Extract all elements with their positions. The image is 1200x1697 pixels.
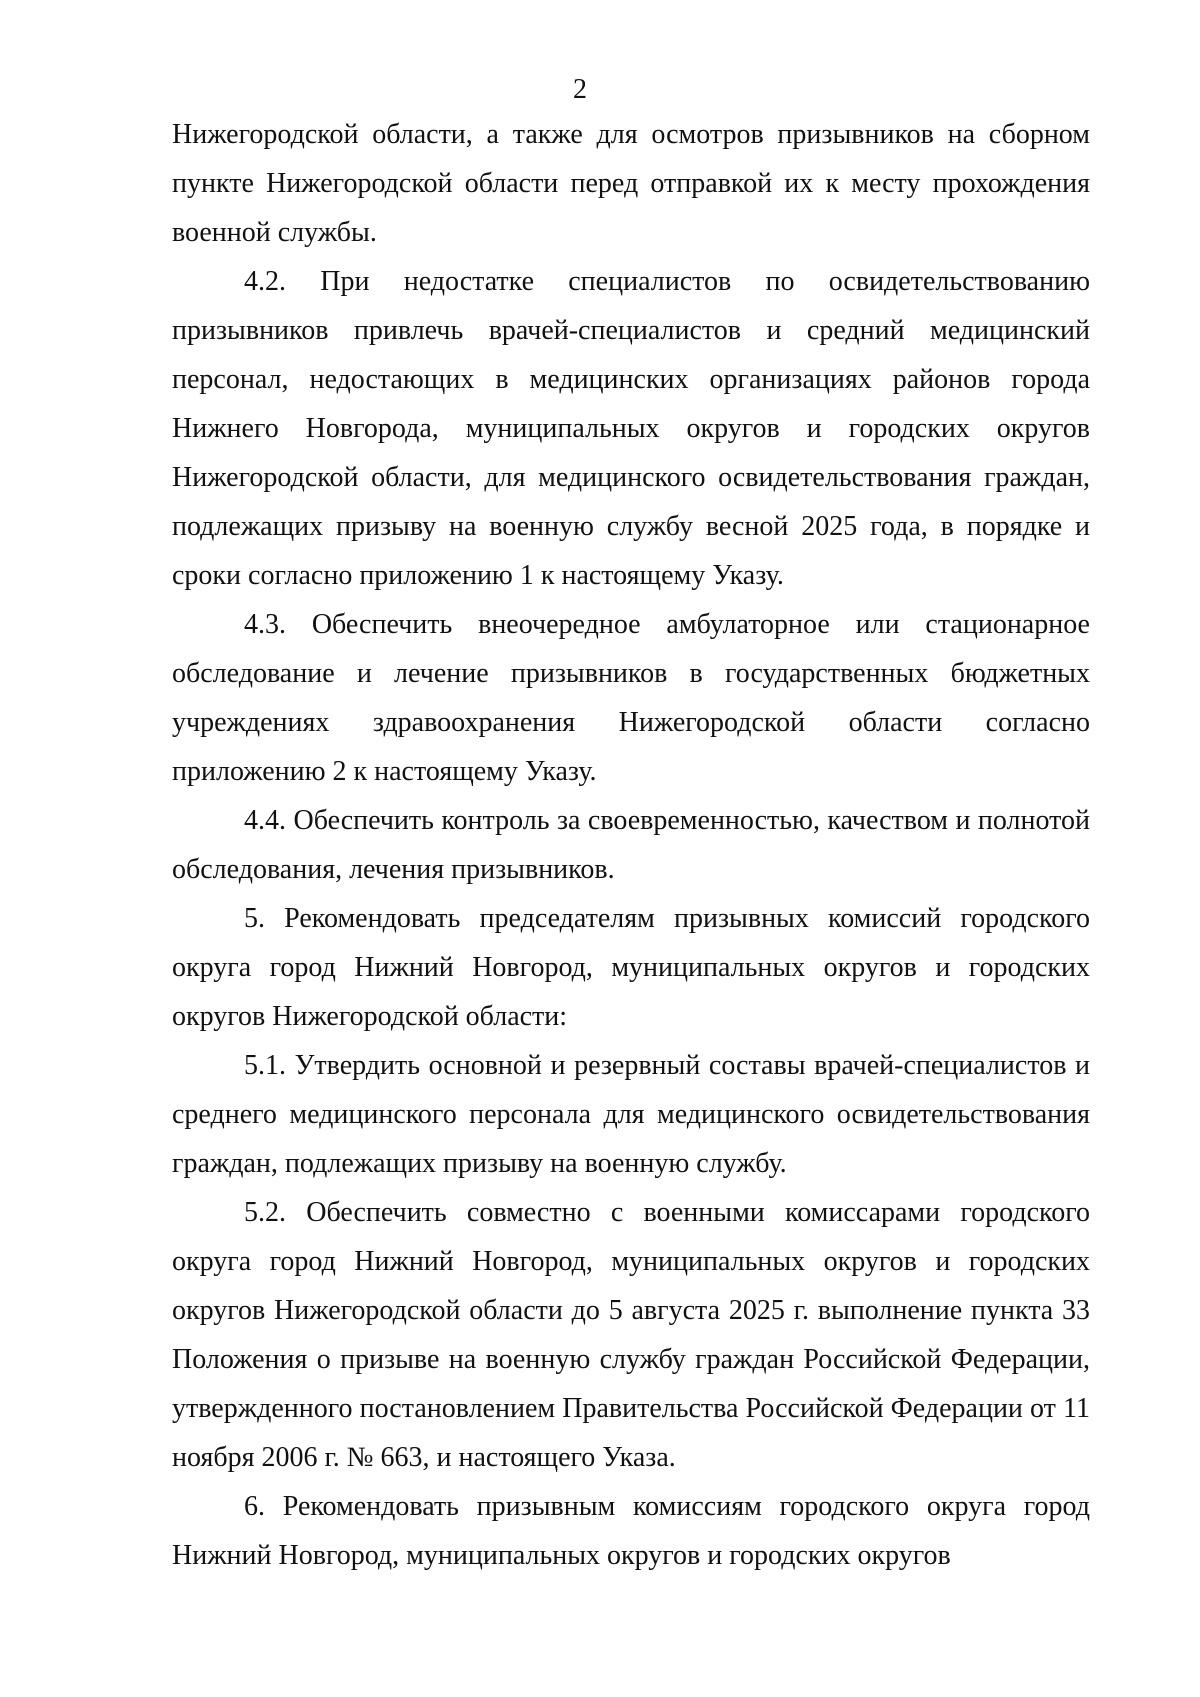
paragraph-5: 5. Рекомендовать председателям призывных комиссий городского округа город Нижний Новгород, муниципальных округов и городских округов Нижегородской области: bbox=[172, 903, 1090, 1032]
page-number: 2 bbox=[573, 74, 587, 105]
paragraph-6: 6. Рекомендовать призывным комиссиям городского округа город Нижний Новгород, муниципальных округов и городских округов bbox=[172, 1491, 1090, 1571]
paragraph-4-4: 4.4. Обеспечить контроль за своевременностью, качеством и полнотой обследования, лечения призывников. bbox=[172, 805, 1090, 885]
paragraph-4-2: 4.2. При недостатке специалистов по освидетельствованию призывников привлечь врачей-специалистов и средний медицинский персонал, недостающих в медицинских организациях районов города Нижнего Новгорода, муниципальных округов и городских округов Нижегородской области, для медицинского освидетельствования граждан, подлежащих призыву на военную службу весной 2025 года, в порядке и сроки согласно приложению 1 к настоящему Указу. bbox=[172, 266, 1090, 591]
document-body bbox=[172, 110, 1090, 1580]
paragraph-4-3: 4.3. Обеспечить внеочередное амбулаторное или стационарное обследование и лечение призывников в государственных бюджетных учреждениях здравоохранения Нижегородской области согласно приложению 2 к настоящему Указу. bbox=[172, 609, 1090, 787]
paragraph-5-2: 5.2. Обеспечить совместно с военными комиссарами городского округа город Нижний Новгород, муниципальных округов и городских округов Нижегородской области до 5 августа 2025 г. выполнение пункта 33 Положения о призыве на военную службу граждан Российской Федерации, утвержденного постановлением Правительства Российской Федерации от 11 ноября 2006 г. № 663, и настоящего Указа. bbox=[172, 1197, 1090, 1473]
paragraph-continuation: Нижегородской области, а также для осмотров призывников на сборном пункте Нижегородской области перед отправкой их к месту прохождения военной службы. bbox=[172, 119, 1090, 248]
paragraph-5-1: 5.1. Утвердить основной и резервный составы врачей-специалистов и среднего медицинского персонала для медицинского освидетельствования граждан, подлежащих призыву на военную службу. bbox=[172, 1050, 1090, 1179]
